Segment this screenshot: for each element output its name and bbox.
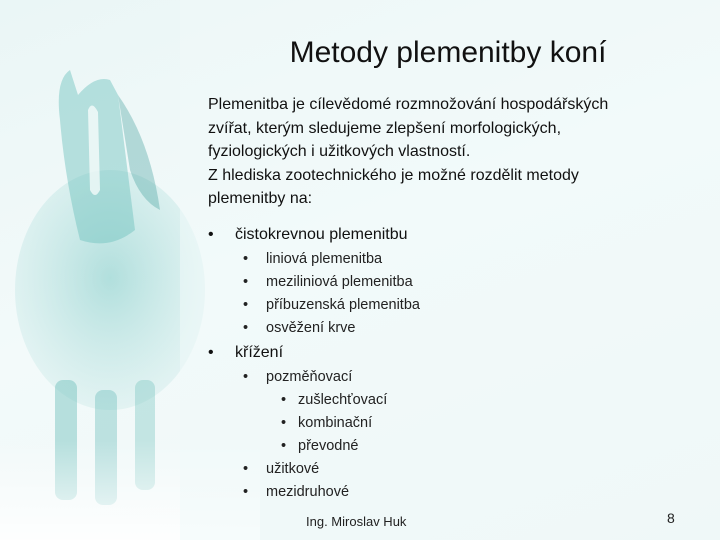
- footer-author: Ing. Miroslav Huk: [306, 514, 407, 529]
- list-item-text: meziliniová plemenitba: [266, 274, 413, 290]
- list-item-text: pozměňovací: [266, 369, 353, 385]
- list-item-text: liniová plemenitba: [266, 251, 383, 267]
- bullet-dot: •: [208, 344, 214, 361]
- sub-list-item-text: převodné: [298, 438, 359, 454]
- bullet-dot: •: [208, 226, 214, 243]
- list-item-text: mezidruhové: [266, 484, 350, 500]
- list-item-text: užitkové: [266, 461, 320, 477]
- bullet-dot: •: [243, 461, 249, 477]
- bullet-dot: •: [243, 320, 249, 336]
- sub-list-item-text: zušlechťovací: [298, 392, 388, 408]
- bullet-label: křížení: [235, 344, 284, 361]
- bullet-dot: •: [243, 484, 249, 500]
- sub-list-item-text: kombinační: [298, 415, 373, 431]
- bullet-dot: •: [281, 438, 287, 454]
- bullet-label: čistokrevnou plemenitbu: [235, 226, 408, 243]
- list-item-text: osvěžení krve: [266, 320, 356, 336]
- list-item-text: příbuzenská plemenitba: [266, 297, 420, 313]
- bullet-dot: •: [281, 415, 287, 431]
- slide-title: Metody plemenitby koní: [289, 36, 607, 69]
- bullet-dot: •: [243, 297, 249, 313]
- bullet-dot: •: [281, 392, 287, 408]
- intro-line: zvířat, kterým sledujeme zlepšení morfologických,: [208, 119, 562, 137]
- intro-paragraph: [208, 93, 688, 211]
- page-number: 8: [667, 510, 675, 526]
- bullet-dot: •: [243, 369, 249, 385]
- intro-line: Z hlediska zootechnického je možné rozdělit metody: [208, 166, 579, 184]
- bullet-dot: •: [243, 251, 249, 267]
- intro-line: plemenitby na:: [208, 190, 313, 207]
- intro-line: Plemenitba je cílevědomé rozmnožování hospodářských: [208, 96, 609, 113]
- intro-line: fyziologických i užitkových vlastností.: [208, 143, 471, 160]
- bullet-dot: •: [243, 274, 249, 290]
